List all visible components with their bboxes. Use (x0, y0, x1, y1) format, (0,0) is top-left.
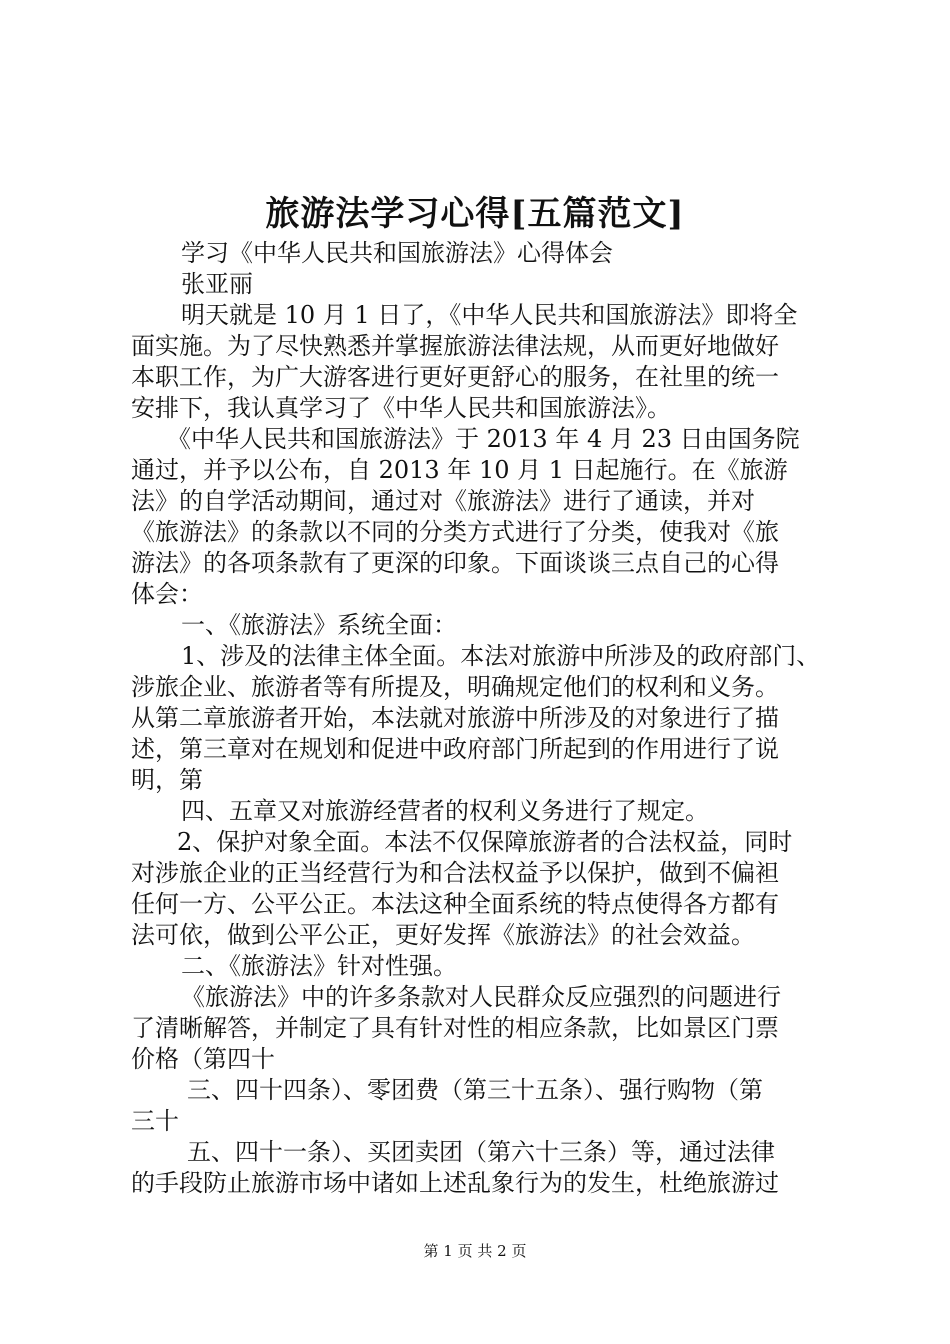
paragraph-line: 四、五章又对旅游经营者的权利义务进行了规定。 (181, 797, 709, 825)
paragraph-line: 1、涉及的法律主体全面。本法对旅游中所涉及的政府部门、 (181, 642, 821, 670)
paragraph-line: 明，第 (131, 766, 203, 794)
paragraph-line: 三、四十四条）、零团费（第三十五条）、强行购物（第 (187, 1076, 763, 1104)
paragraph-line: 了清晰解答，并制定了具有针对性的相应条款，比如景区门票 (131, 1014, 779, 1042)
document-title: 旅游法学习心得[五篇范文] (265, 194, 685, 234)
paragraph-line: 2、保护对象全面。本法不仅保障旅游者的合法权益，同时 (177, 828, 793, 856)
paragraph-line: 法可依，做到公平公正，更好发挥《旅游法》的社会效益。 (131, 921, 755, 949)
paragraph-line: 体会： (131, 580, 203, 608)
paragraph-line: 张亚丽 (181, 270, 253, 298)
paragraph-line: 五、四十一条）、买团卖团（第六十三条）等，通过法律 (187, 1138, 775, 1166)
paragraph-line: 法》的自学活动期间，通过对《旅游法》进行了通读，并对 (131, 487, 755, 515)
section-heading: 二、《旅游法》针对性强。 (181, 952, 457, 980)
paragraph-line: 面实施。为了尽快熟悉并掌握旅游法律法规，从而更好地做好 (131, 332, 779, 360)
paragraph-line: 从第二章旅游者开始，本法就对旅游中所涉及的对象进行了描 (131, 704, 779, 732)
paragraph-line: 任何一方、公平公正。本法这种全面系统的特点使得各方都有 (131, 890, 779, 918)
paragraph-line: 游法》的各项条款有了更深的印象。下面谈谈三点自己的心得 (131, 549, 779, 577)
paragraph-line: 对涉旅企业的正当经营行为和合法权益予以保护，做到不偏袒 (131, 859, 779, 887)
section-heading: 一、《旅游法》系统全面： (181, 611, 457, 639)
paragraph-line: 明天就是 10 月 1 日了，《中华人民共和国旅游法》即将全 (181, 301, 798, 329)
paragraph-line: 本职工作，为广大游客进行更好更舒心的服务，在社里的统一 (131, 363, 779, 391)
paragraph-line: 通过，并予以公布，自 2013 年 10 月 1 日起施行。在《旅游 (131, 456, 788, 484)
paragraph-line: 《旅游法》中的许多条款对人民群众反应强烈的问题进行 (181, 983, 781, 1011)
paragraph-line: 述，第三章对在规划和促进中政府部门所起到的作用进行了说 (131, 735, 779, 763)
paragraph-line: 安排下，我认真学习了《中华人民共和国旅游法》。 (131, 394, 671, 422)
paragraph-line: 学习《中华人民共和国旅游法》心得体会 (181, 239, 613, 267)
paragraph-line: 涉旅企业、旅游者等有所提及，明确规定他们的权利和义务。 (131, 673, 779, 701)
page-number-footer: 第 1 页 共 2 页 (423, 1242, 527, 1260)
paragraph-line: 《中华人民共和国旅游法》于 2013 年 4 月 23 日由国务院 (167, 425, 800, 453)
paragraph-line: 价格（第四十 (131, 1045, 275, 1073)
paragraph-line: 的手段防止旅游市场中诸如上述乱象行为的发生，杜绝旅游过 (131, 1169, 779, 1197)
paragraph-line: 三十 (131, 1107, 179, 1135)
paragraph-line: 《旅游法》的条款以不同的分类方式进行了分类，使我对《旅 (131, 518, 779, 546)
document-body (131, 238, 837, 1199)
